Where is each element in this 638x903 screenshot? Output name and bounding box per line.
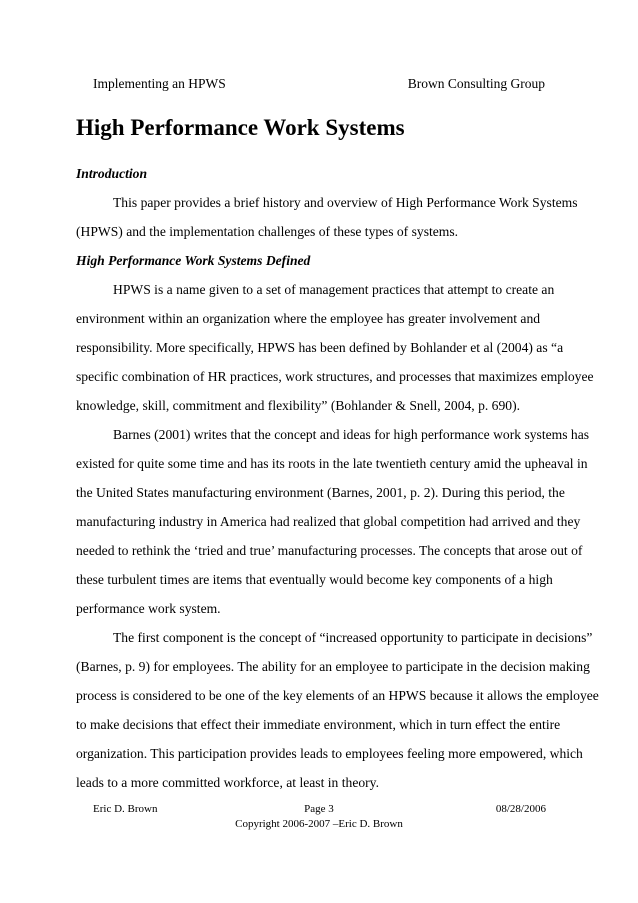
- paragraph-line: knowledge, skill, commitment and flexibility” (Bohlander & Snell, 2004, p. 690).: [76, 398, 520, 413]
- paragraph-line: The first component is the concept of “increased opportunity to participate in decisions”: [113, 630, 593, 645]
- paragraph-line: (Barnes, p. 9) for employees. The ability for an employee to participate in the decision making: [76, 659, 590, 674]
- paragraph-line: (HPWS) and the implementation challenges of these types of systems.: [76, 224, 459, 239]
- paragraph-line: specific combination of HR practices, work structures, and processes that maximizes employee: [76, 369, 594, 384]
- section-heading-hpws-defined: High Performance Work Systems Defined: [76, 253, 311, 268]
- paragraph-line: to make decisions that effect their immediate environment, which in turn effect the entire: [76, 717, 561, 732]
- paragraph-line: process is considered to be one of the key elements of an HPWS because it allows the employee: [76, 688, 599, 703]
- paragraph-line: This paper provides a brief history and overview of High Performance Work Systems: [113, 195, 578, 210]
- paragraph-line: these turbulent times are items that eventually would become key components of a high: [76, 572, 553, 587]
- paragraph-line: Barnes (2001) writes that the concept and ideas for high performance work systems has: [113, 427, 590, 442]
- footer-copyright: Copyright 2006-2007 –Eric D. Brown: [235, 818, 403, 830]
- section-heading-introduction: Introduction: [76, 166, 148, 181]
- footer-page-number: Page 3: [304, 803, 334, 815]
- paragraph-line: organization. This participation provides leads to employees feeling more empowered, which: [76, 746, 583, 761]
- paragraph-line: needed to rethink the ‘tried and true’ manufacturing processes. The concepts that arose out of: [76, 543, 583, 558]
- paragraph-line: HPWS is a name given to a set of management practices that attempt to create an: [113, 282, 555, 297]
- footer-date: 08/28/2006: [495, 803, 546, 815]
- header-right-text: Brown Consulting Group: [407, 76, 545, 91]
- paragraph-line: manufacturing industry in America had realized that global competition had arrived and they: [76, 514, 581, 529]
- document-body: [76, 159, 599, 797]
- footer-author: Eric D. Brown: [93, 803, 158, 815]
- paragraph-line: existed for quite some time and has its roots in the late twentieth century amid the upheaval in: [76, 456, 588, 471]
- paragraph-line: environment within an organization where the employee has greater involvement and: [76, 311, 541, 326]
- paragraph-line: the United States manufacturing environment (Barnes, 2001, p. 2). During this period, the: [76, 485, 565, 500]
- paragraph-line: leads to a more committed workforce, at least in theory.: [76, 775, 379, 790]
- paragraph-line: responsibility. More specifically, HPWS has been defined by Bohlander et al (2004) as “a: [76, 340, 564, 355]
- document-title: High Performance Work Systems: [76, 115, 405, 140]
- header-left-text: Implementing an HPWS: [93, 76, 226, 91]
- paragraph-line: performance work system.: [76, 601, 221, 616]
